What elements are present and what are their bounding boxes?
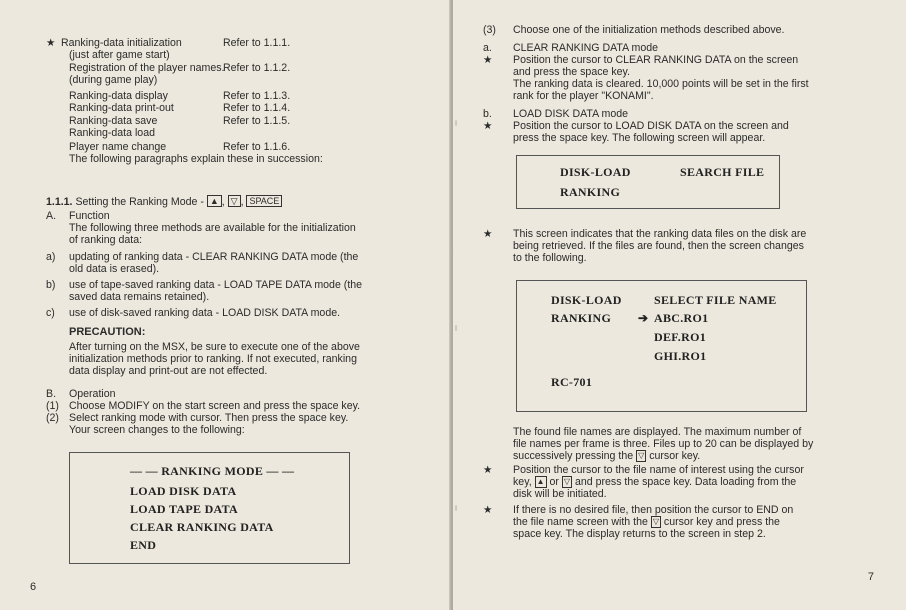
section-label: Ranking-data save [69, 115, 158, 127]
section-b-title: Operation [69, 388, 116, 400]
star-bullet: ★ [483, 120, 493, 132]
heading-text: Setting the Ranking Mode - [75, 196, 204, 208]
section-list-item [69, 74, 157, 87]
screen-title: DISK-LOAD [560, 165, 631, 179]
body-line: rank for the player "KONAMI". [513, 90, 654, 102]
body-line: Position the cursor to the file name of interest using the cursor [513, 464, 804, 476]
left-page [0, 0, 451, 610]
section-reference: Refer to 1.1.5. [223, 115, 291, 127]
section-list-item [69, 127, 155, 140]
mode-mark: b. [483, 108, 492, 120]
menu-option: CLEAR RANKING DATA [130, 520, 274, 534]
section-label: Ranking-data print-out [69, 102, 174, 114]
section-reference: Refer to 1.1.1. [223, 37, 291, 49]
disk-load-select-screen [516, 280, 807, 412]
section-label: The following paragraphs explain these in succession: [69, 153, 323, 165]
body-line [513, 476, 796, 489]
section-label: Ranking-data initialization [61, 37, 182, 49]
step-line: Select ranking mode with cursor. Then press the space key. [69, 412, 349, 424]
step-line: Choose MODIFY on the start screen and press the space key. [69, 400, 361, 412]
up-key-icon: ▲ [207, 195, 222, 207]
section-label: Ranking-data load [69, 127, 155, 139]
section-heading [46, 195, 282, 209]
binding-mark [455, 120, 457, 126]
screen-title: DISK-LOAD [551, 293, 622, 307]
body-line: Position the cursor to LOAD DISK DATA on the screen and [513, 120, 789, 132]
star-bullet: ★ [483, 504, 493, 516]
section-reference: Refer to 1.1.6. [223, 141, 291, 153]
section-list-item [69, 49, 170, 62]
right-page [453, 0, 906, 610]
separator: , [221, 196, 225, 208]
section-b-letter: B. [46, 388, 57, 400]
body-line: The found file names are displayed. The maximum number of [513, 426, 802, 438]
section-label: (during game play) [69, 74, 158, 86]
item-line: updating of ranking data - CLEAR RANKING DATA mode (the [69, 251, 359, 263]
star-bullet: ★ [483, 464, 493, 476]
section-reference: Refer to 1.1.2. [223, 62, 291, 74]
section-a-letter: A. [46, 210, 57, 222]
page-number: 6 [30, 581, 37, 594]
section-list-item [69, 141, 291, 154]
step-mark: (2) [46, 412, 59, 424]
menu-option: LOAD TAPE DATA [130, 502, 238, 516]
down-key-icon: ▽ [563, 477, 571, 486]
section-list-item [69, 62, 291, 75]
separator: , [240, 196, 244, 208]
section-list-item [61, 37, 291, 50]
text-segment: cursor key. [649, 450, 701, 462]
mode-mark: a. [483, 42, 492, 54]
star-bullet: ★ [46, 37, 56, 49]
item-line: use of tape-saved ranking data - LOAD TAPE DATA mode (the [69, 279, 363, 291]
mode-title: LOAD DISK DATA mode [513, 108, 628, 120]
item-mark: a) [46, 251, 56, 263]
body-line: press the space key. The following screen will appear. [513, 132, 766, 144]
body-line: and press the space key. [513, 66, 630, 78]
body-line: being retrieved. If the files are found, then the screen changes [513, 240, 804, 252]
menu-option: LOAD DISK DATA [130, 484, 237, 498]
step-mark: (1) [46, 400, 59, 412]
step-text: Choose one of the initialization methods described above. [513, 24, 785, 36]
section-list-item [69, 115, 291, 128]
space-key-icon: SPACE [246, 195, 282, 207]
body-line: file names per frame is three. Files up to 20 can be displayed by [513, 438, 814, 450]
text-segment: the file name screen with the [513, 516, 648, 528]
body-line: If there is no desired file, then position the cursor to END on [513, 504, 794, 516]
down-key-icon: ▽ [638, 451, 645, 460]
body-line: to the following. [513, 252, 587, 264]
screen-status: SELECT FILE NAME [654, 293, 777, 307]
body-line [513, 450, 700, 463]
text-segment: and press the space key. Data loading from the [574, 476, 797, 488]
model-label: RC-701 [551, 375, 593, 389]
item-line: use of disk-saved ranking data - LOAD DISK DATA mode. [69, 307, 341, 319]
star-bullet: ★ [483, 228, 493, 240]
menu-option: END [130, 538, 157, 552]
file-name: ABC.RO1 [654, 311, 709, 325]
section-list-item [69, 90, 291, 103]
file-name: DEF.RO1 [654, 330, 706, 344]
function-text-line: The following three methods are available for the initialization [69, 222, 356, 234]
section-label: Player name change [69, 141, 167, 153]
down-key-icon: ▽ [652, 517, 659, 526]
disk-load-search-screen [516, 155, 780, 209]
section-label: Ranking-data display [69, 90, 168, 102]
section-label: Registration of the player names. [69, 62, 225, 74]
body-line: disk will be initiated. [513, 488, 607, 500]
step-line: Your screen changes to the following: [69, 424, 245, 436]
text-segment: successively pressing the [513, 450, 634, 462]
screen-status: SEARCH FILE [680, 165, 765, 179]
screen-label: RANKING [560, 185, 621, 199]
up-key-icon: ▲ [536, 477, 545, 486]
item-line: saved data remains retained). [69, 291, 210, 303]
item-line: old data is erased). [69, 263, 160, 275]
precaution-title: PRECAUTION: [69, 326, 146, 338]
screen-label: RANKING [551, 311, 612, 325]
star-bullet: ★ [483, 54, 493, 66]
text-segment: key, [513, 476, 532, 488]
body-line: Position the cursor to CLEAR RANKING DATA on the screen [513, 54, 799, 66]
mode-title: CLEAR RANKING DATA mode [513, 42, 659, 54]
body-line: space key. The display returns to the screen in step 2. [513, 528, 766, 540]
text-segment: cursor key and press the [663, 516, 780, 528]
text-segment: or [549, 476, 559, 488]
down-key-icon: ▽ [228, 195, 241, 207]
binding-mark [455, 325, 457, 331]
ranking-mode-screen [69, 452, 350, 564]
body-line [513, 516, 780, 529]
heading-number: 1.1.1. [46, 196, 73, 208]
section-reference: Refer to 1.1.4. [223, 102, 291, 114]
cursor-arrow-icon: ➔ [638, 311, 649, 325]
item-mark: c) [46, 307, 55, 319]
function-text-line: of ranking data: [69, 234, 143, 246]
section-list-item [69, 102, 291, 115]
menu-title: — — RANKING MODE — — [130, 464, 295, 478]
body-line: The ranking data is cleared. 10,000 points will be set in the first [513, 78, 809, 90]
item-mark: b) [46, 279, 56, 291]
step-mark: (3) [483, 24, 496, 36]
precaution-line: data display and print-out are not effected. [69, 365, 268, 377]
precaution-line: initialization methods prior to ranking. If not executed, ranking [69, 353, 357, 365]
section-list-item [69, 153, 323, 166]
section-label: (just after game start) [69, 49, 170, 61]
body-line: This screen indicates that the ranking data files on the disk are [513, 228, 807, 240]
precaution-line: After turning on the MSX, be sure to execute one of the above [69, 341, 360, 353]
file-name: GHI.RO1 [654, 349, 707, 363]
section-reference: Refer to 1.1.3. [223, 90, 291, 102]
page-number: 7 [867, 571, 874, 584]
binding-mark [455, 505, 457, 511]
section-a-title: Function [69, 210, 110, 222]
